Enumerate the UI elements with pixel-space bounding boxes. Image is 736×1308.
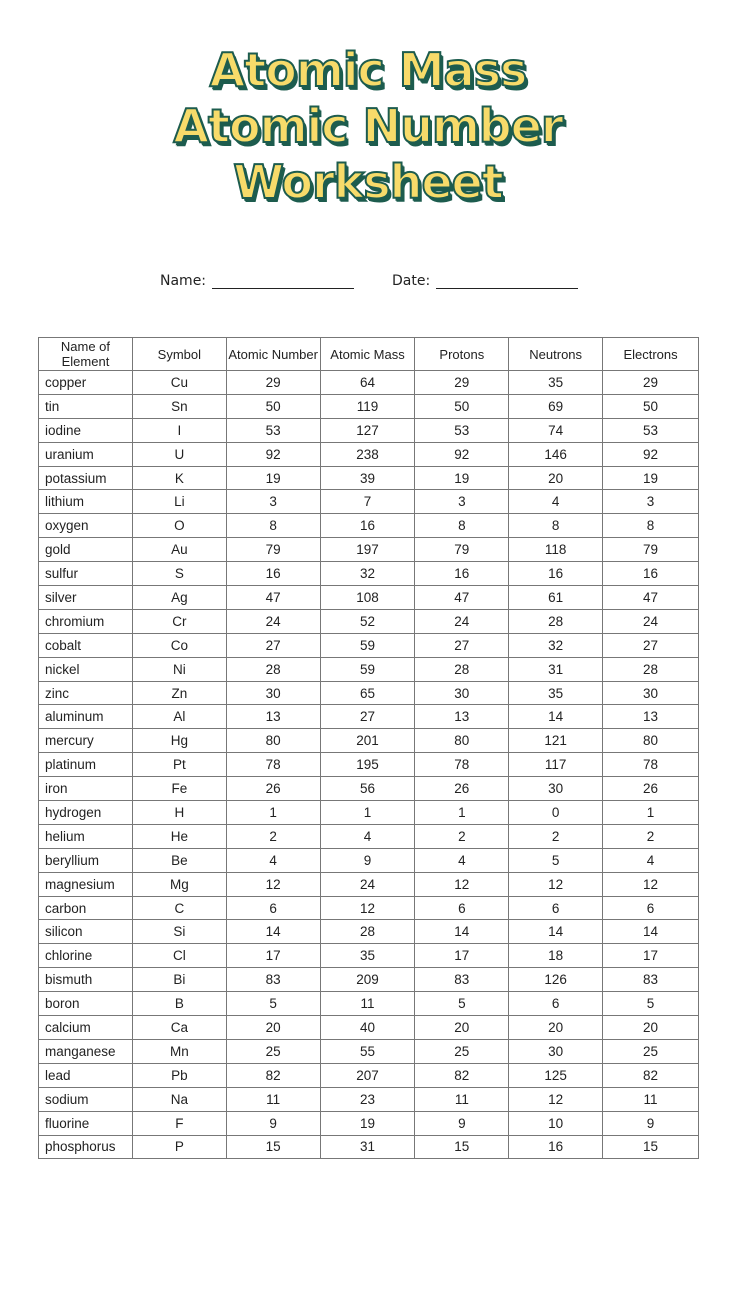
table-row [39,848,699,872]
element-symbol-cell: Si [132,920,226,944]
neutrons-cell: 118 [509,538,603,562]
element-symbol-cell: Au [132,538,226,562]
element-name-cell: aluminum [39,705,133,729]
table-row [39,1111,699,1135]
element-name-cell: helium [39,824,133,848]
protons-cell: 26 [415,777,509,801]
table-row [39,1087,699,1111]
electrons-cell: 30 [603,681,699,705]
protons-cell: 78 [415,753,509,777]
name-field[interactable] [160,272,354,289]
electrons-cell: 25 [603,1039,699,1063]
table-row [39,1016,699,1040]
electrons-cell: 27 [603,633,699,657]
atomic-number-cell: 3 [226,490,320,514]
electrons-cell: 2 [603,824,699,848]
element-name-cell: nickel [39,657,133,681]
table-row [39,586,699,610]
protons-cell: 28 [415,657,509,681]
neutrons-cell: 20 [509,1016,603,1040]
neutrons-cell: 5 [509,848,603,872]
protons-cell: 50 [415,394,509,418]
element-name-cell: iron [39,777,133,801]
atomic-mass-cell: 209 [320,968,415,992]
electrons-cell: 14 [603,920,699,944]
element-name-cell: sulfur [39,562,133,586]
protons-cell: 92 [415,442,509,466]
atomic-mass-cell: 4 [320,824,415,848]
neutrons-cell: 32 [509,633,603,657]
neutrons-cell: 121 [509,729,603,753]
atomic-mass-cell: 238 [320,442,415,466]
electrons-cell: 4 [603,848,699,872]
element-symbol-cell: Hg [132,729,226,753]
element-name-cell: oxygen [39,514,133,538]
element-name-cell: potassium [39,466,133,490]
table-row [39,801,699,825]
electrons-cell: 29 [603,371,699,395]
atomic-mass-cell: 207 [320,1063,415,1087]
element-symbol-cell: C [132,896,226,920]
element-symbol-cell: Cu [132,371,226,395]
protons-cell: 15 [415,1135,509,1159]
table-row [39,394,699,418]
table-row [39,609,699,633]
atomic-number-cell: 8 [226,514,320,538]
atomic-mass-cell: 16 [320,514,415,538]
protons-cell: 9 [415,1111,509,1135]
element-name-cell: silver [39,586,133,610]
title-line-2: Atomic Number [173,99,563,153]
table-row [39,442,699,466]
table-row [39,490,699,514]
protons-cell: 13 [415,705,509,729]
electrons-cell: 9 [603,1111,699,1135]
electrons-cell: 53 [603,418,699,442]
protons-cell: 12 [415,872,509,896]
neutrons-cell: 8 [509,514,603,538]
element-name-cell: platinum [39,753,133,777]
electrons-cell: 1 [603,801,699,825]
element-name-cell: zinc [39,681,133,705]
electrons-cell: 16 [603,562,699,586]
element-symbol-cell: Ni [132,657,226,681]
element-name-cell: copper [39,371,133,395]
element-symbol-cell: U [132,442,226,466]
element-symbol-cell: Mn [132,1039,226,1063]
neutrons-cell: 14 [509,920,603,944]
element-name-cell: boron [39,992,133,1016]
neutrons-cell: 0 [509,801,603,825]
element-symbol-cell: Ag [132,586,226,610]
elements-table [38,337,699,1159]
element-name-cell: chlorine [39,944,133,968]
element-symbol-cell: Fe [132,777,226,801]
element-name-cell: cobalt [39,633,133,657]
table-row [39,1135,699,1159]
table-row [39,944,699,968]
atomic-mass-cell: 40 [320,1016,415,1040]
protons-cell: 27 [415,633,509,657]
electrons-cell: 3 [603,490,699,514]
header-neutrons: Neutrons [509,338,603,371]
element-name-cell: lithium [39,490,133,514]
atomic-number-cell: 47 [226,586,320,610]
atomic-mass-cell: 23 [320,1087,415,1111]
neutrons-cell: 20 [509,466,603,490]
element-name-cell: phosphorus [39,1135,133,1159]
atomic-number-cell: 28 [226,657,320,681]
element-name-cell: uranium [39,442,133,466]
protons-cell: 24 [415,609,509,633]
atomic-mass-cell: 127 [320,418,415,442]
protons-cell: 30 [415,681,509,705]
table-row [39,371,699,395]
neutrons-cell: 125 [509,1063,603,1087]
atomic-number-cell: 82 [226,1063,320,1087]
electrons-cell: 92 [603,442,699,466]
protons-cell: 80 [415,729,509,753]
neutrons-cell: 117 [509,753,603,777]
table-row [39,633,699,657]
element-symbol-cell: Be [132,848,226,872]
worksheet-title [0,42,736,210]
protons-cell: 5 [415,992,509,1016]
atomic-mass-cell: 197 [320,538,415,562]
protons-cell: 19 [415,466,509,490]
atomic-number-cell: 20 [226,1016,320,1040]
table-row [39,896,699,920]
element-name-cell: magnesium [39,872,133,896]
table-row [39,753,699,777]
element-symbol-cell: Pb [132,1063,226,1087]
electrons-cell: 82 [603,1063,699,1087]
neutrons-cell: 18 [509,944,603,968]
neutrons-cell: 126 [509,968,603,992]
element-symbol-cell: F [132,1111,226,1135]
table-body [39,371,699,1159]
element-name-cell: mercury [39,729,133,753]
neutrons-cell: 35 [509,371,603,395]
electrons-cell: 47 [603,586,699,610]
protons-cell: 82 [415,1063,509,1087]
atomic-number-cell: 12 [226,872,320,896]
element-name-cell: tin [39,394,133,418]
atomic-mass-cell: 32 [320,562,415,586]
header-symbol: Symbol [132,338,226,371]
neutrons-cell: 16 [509,562,603,586]
atomic-mass-cell: 12 [320,896,415,920]
neutrons-cell: 12 [509,872,603,896]
atomic-number-cell: 9 [226,1111,320,1135]
neutrons-cell: 35 [509,681,603,705]
neutrons-cell: 4 [509,490,603,514]
electrons-cell: 17 [603,944,699,968]
neutrons-cell: 6 [509,992,603,1016]
element-symbol-cell: B [132,992,226,1016]
neutrons-cell: 10 [509,1111,603,1135]
element-name-cell: bismuth [39,968,133,992]
element-symbol-cell: O [132,514,226,538]
name-blank-line[interactable] [212,272,354,289]
atomic-mass-cell: 52 [320,609,415,633]
element-symbol-cell: Co [132,633,226,657]
table-row [39,872,699,896]
element-symbol-cell: I [132,418,226,442]
protons-cell: 20 [415,1016,509,1040]
atomic-mass-cell: 39 [320,466,415,490]
header-electrons: Electrons [603,338,699,371]
atomic-number-cell: 80 [226,729,320,753]
protons-cell: 8 [415,514,509,538]
atomic-number-cell: 79 [226,538,320,562]
element-symbol-cell: Al [132,705,226,729]
atomic-mass-cell: 24 [320,872,415,896]
element-symbol-cell: P [132,1135,226,1159]
element-name-cell: lead [39,1063,133,1087]
atomic-number-cell: 30 [226,681,320,705]
atomic-mass-cell: 31 [320,1135,415,1159]
date-field[interactable] [392,272,578,289]
atomic-mass-cell: 119 [320,394,415,418]
electrons-cell: 80 [603,729,699,753]
protons-cell: 3 [415,490,509,514]
atomic-number-cell: 6 [226,896,320,920]
table-row [39,920,699,944]
element-name-cell: chromium [39,609,133,633]
element-symbol-cell: Na [132,1087,226,1111]
electrons-cell: 15 [603,1135,699,1159]
element-name-cell: gold [39,538,133,562]
atomic-number-cell: 11 [226,1087,320,1111]
atomic-number-cell: 24 [226,609,320,633]
electrons-cell: 79 [603,538,699,562]
electrons-cell: 24 [603,609,699,633]
neutrons-cell: 61 [509,586,603,610]
atomic-mass-cell: 201 [320,729,415,753]
neutrons-cell: 69 [509,394,603,418]
atomic-mass-cell: 56 [320,777,415,801]
atomic-number-cell: 19 [226,466,320,490]
table-row [39,1039,699,1063]
atomic-mass-cell: 59 [320,657,415,681]
electrons-cell: 50 [603,394,699,418]
atomic-number-cell: 92 [226,442,320,466]
electrons-cell: 8 [603,514,699,538]
neutrons-cell: 16 [509,1135,603,1159]
neutrons-cell: 31 [509,657,603,681]
protons-cell: 14 [415,920,509,944]
atomic-mass-cell: 19 [320,1111,415,1135]
atomic-number-cell: 13 [226,705,320,729]
atomic-number-cell: 50 [226,394,320,418]
electrons-cell: 78 [603,753,699,777]
atomic-mass-cell: 9 [320,848,415,872]
element-name-cell: beryllium [39,848,133,872]
element-name-cell: carbon [39,896,133,920]
title-line-3: Worksheet [233,155,503,209]
electrons-cell: 20 [603,1016,699,1040]
protons-cell: 17 [415,944,509,968]
element-name-cell: iodine [39,418,133,442]
atomic-mass-cell: 195 [320,753,415,777]
atomic-mass-cell: 7 [320,490,415,514]
table-row [39,418,699,442]
atomic-mass-cell: 55 [320,1039,415,1063]
electrons-cell: 83 [603,968,699,992]
element-symbol-cell: Bi [132,968,226,992]
atomic-number-cell: 26 [226,777,320,801]
electrons-cell: 12 [603,872,699,896]
atomic-number-cell: 16 [226,562,320,586]
protons-cell: 1 [415,801,509,825]
neutrons-cell: 146 [509,442,603,466]
table-row [39,777,699,801]
table-row [39,705,699,729]
atomic-mass-cell: 59 [320,633,415,657]
atomic-number-cell: 25 [226,1039,320,1063]
protons-cell: 25 [415,1039,509,1063]
date-label: Date: [392,273,431,289]
atomic-number-cell: 1 [226,801,320,825]
electrons-cell: 19 [603,466,699,490]
neutrons-cell: 2 [509,824,603,848]
element-symbol-cell: Mg [132,872,226,896]
neutrons-cell: 30 [509,1039,603,1063]
protons-cell: 79 [415,538,509,562]
atomic-mass-cell: 1 [320,801,415,825]
header-atomic-number: Atomic Number [226,338,320,371]
protons-cell: 83 [415,968,509,992]
protons-cell: 47 [415,586,509,610]
electrons-cell: 11 [603,1087,699,1111]
protons-cell: 6 [415,896,509,920]
protons-cell: 53 [415,418,509,442]
table-row [39,562,699,586]
table-row [39,1063,699,1087]
element-name-cell: hydrogen [39,801,133,825]
date-blank-line[interactable] [436,272,578,289]
atomic-mass-cell: 64 [320,371,415,395]
atomic-mass-cell: 65 [320,681,415,705]
header-protons: Protons [415,338,509,371]
element-symbol-cell: Zn [132,681,226,705]
element-name-cell: sodium [39,1087,133,1111]
element-name-cell: manganese [39,1039,133,1063]
table-row [39,824,699,848]
table-row [39,681,699,705]
electrons-cell: 13 [603,705,699,729]
protons-cell: 2 [415,824,509,848]
element-symbol-cell: Cl [132,944,226,968]
table-row [39,466,699,490]
electrons-cell: 6 [603,896,699,920]
electrons-cell: 5 [603,992,699,1016]
table-row [39,538,699,562]
table-row [39,657,699,681]
header-atomic-mass: Atomic Mass [320,338,415,371]
element-symbol-cell: S [132,562,226,586]
element-symbol-cell: H [132,801,226,825]
header-name-of-element: Name of Element [39,338,133,371]
atomic-number-cell: 78 [226,753,320,777]
element-symbol-cell: Sn [132,394,226,418]
atomic-number-cell: 53 [226,418,320,442]
neutrons-cell: 74 [509,418,603,442]
atomic-number-cell: 2 [226,824,320,848]
neutrons-cell: 6 [509,896,603,920]
table-header-row [39,338,699,371]
element-symbol-cell: Li [132,490,226,514]
element-symbol-cell: Pt [132,753,226,777]
element-name-cell: silicon [39,920,133,944]
atomic-mass-cell: 108 [320,586,415,610]
element-symbol-cell: He [132,824,226,848]
name-label: Name: [160,273,207,289]
neutrons-cell: 14 [509,705,603,729]
atomic-number-cell: 14 [226,920,320,944]
atomic-number-cell: 5 [226,992,320,1016]
atomic-mass-cell: 11 [320,992,415,1016]
table-row [39,968,699,992]
atomic-mass-cell: 27 [320,705,415,729]
protons-cell: 4 [415,848,509,872]
element-name-cell: calcium [39,1016,133,1040]
atomic-mass-cell: 28 [320,920,415,944]
atomic-number-cell: 4 [226,848,320,872]
element-symbol-cell: K [132,466,226,490]
table-row [39,992,699,1016]
electrons-cell: 26 [603,777,699,801]
atomic-number-cell: 17 [226,944,320,968]
electrons-cell: 28 [603,657,699,681]
neutrons-cell: 28 [509,609,603,633]
protons-cell: 29 [415,371,509,395]
neutrons-cell: 30 [509,777,603,801]
element-symbol-cell: Ca [132,1016,226,1040]
atomic-number-cell: 27 [226,633,320,657]
element-name-cell: fluorine [39,1111,133,1135]
title-line-1: Atomic Mass [209,43,527,97]
protons-cell: 11 [415,1087,509,1111]
neutrons-cell: 12 [509,1087,603,1111]
table-row [39,514,699,538]
atomic-number-cell: 15 [226,1135,320,1159]
element-symbol-cell: Cr [132,609,226,633]
table-row [39,729,699,753]
atomic-number-cell: 29 [226,371,320,395]
protons-cell: 16 [415,562,509,586]
atomic-mass-cell: 35 [320,944,415,968]
atomic-number-cell: 83 [226,968,320,992]
